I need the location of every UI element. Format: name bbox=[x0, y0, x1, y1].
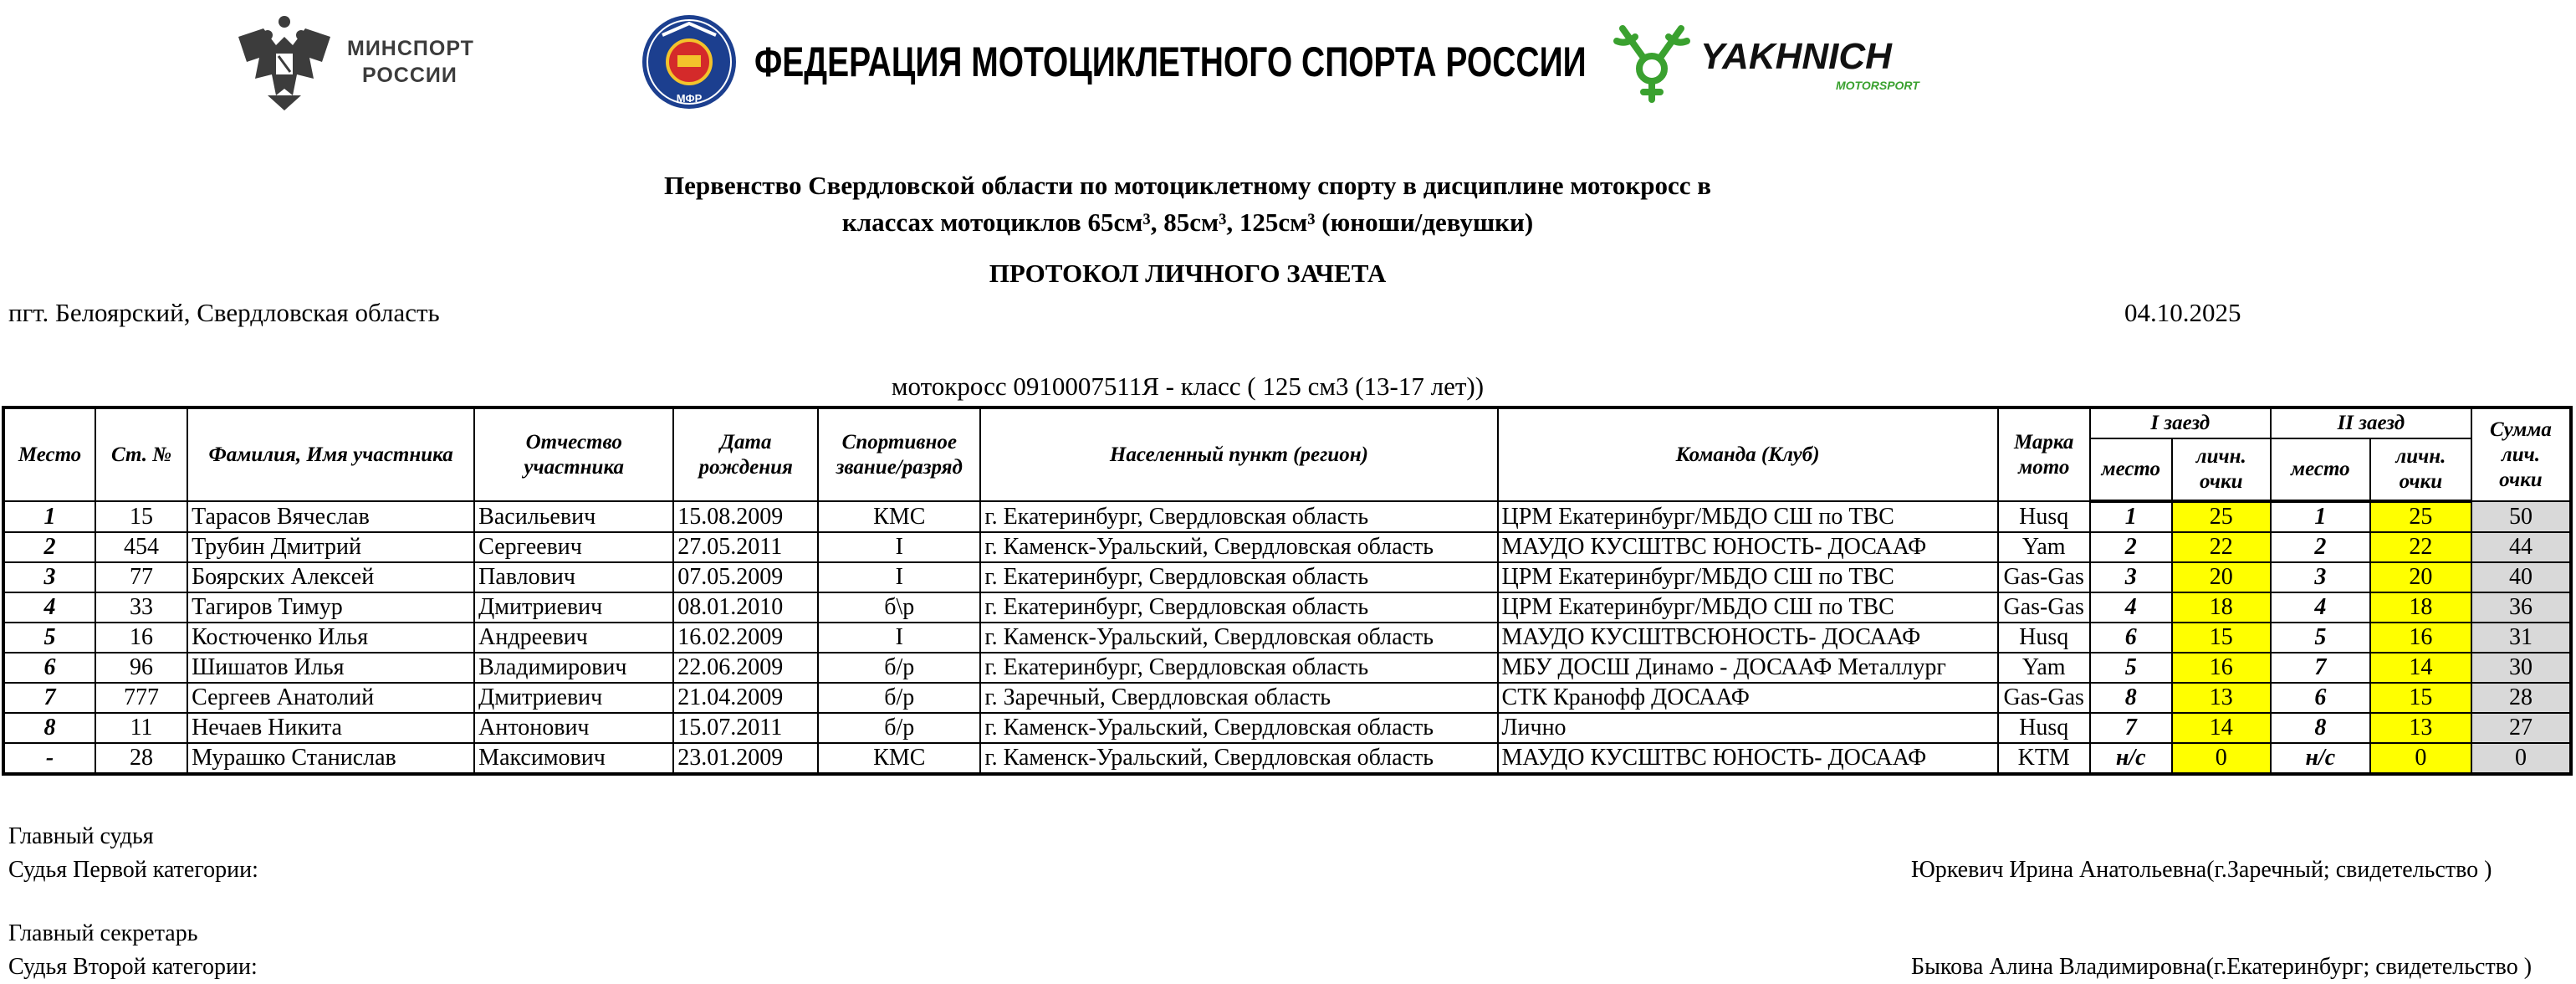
cell-race1-points: 16 bbox=[2172, 653, 2271, 683]
cell-birth-date: 07.05.2009 bbox=[673, 562, 818, 592]
cell-race2-place: 8 bbox=[2271, 713, 2370, 743]
cell-city: г. Заречный, Свердловская область bbox=[980, 683, 1497, 713]
cell-sum: 44 bbox=[2471, 532, 2571, 562]
header-rank-line2: звание/разряд bbox=[836, 455, 963, 479]
cell-place: 4 bbox=[3, 592, 95, 623]
cell-place: 2 bbox=[3, 532, 95, 562]
cell-race2-place: 7 bbox=[2271, 653, 2370, 683]
table-row bbox=[3, 713, 2571, 743]
cell-race1-points: 14 bbox=[2172, 713, 2271, 743]
yakhnich-emblem-icon bbox=[1610, 20, 1694, 104]
table-row bbox=[3, 592, 2571, 623]
cell-rank: I bbox=[818, 532, 980, 562]
cell-city: г. Каменск-Уральский, Свердловская область bbox=[980, 743, 1497, 774]
cell-place: 8 bbox=[3, 713, 95, 743]
minsport-logo bbox=[230, 12, 481, 112]
cell-rank: КМС bbox=[818, 743, 980, 774]
cell-race1-place: н/с bbox=[2090, 743, 2172, 774]
header-start-number: Ст. № bbox=[95, 407, 187, 501]
cell-patronymic: Дмитриевич bbox=[474, 683, 673, 713]
cell-race1-place: 3 bbox=[2090, 562, 2172, 592]
header-race-2: II заезд bbox=[2271, 407, 2471, 438]
cell-city: г. Екатеринбург, Свердловская область bbox=[980, 592, 1497, 623]
header-city: Населенный пункт (регион) bbox=[980, 407, 1497, 501]
cell-patronymic: Сергеевич bbox=[474, 532, 673, 562]
event-title bbox=[0, 167, 2375, 241]
cell-city: г. Екатеринбург, Свердловская область bbox=[980, 501, 1497, 532]
cell-name: Тарасов Вячеслав bbox=[187, 501, 474, 532]
cell-sum: 40 bbox=[2471, 562, 2571, 592]
cell-race2-points: 15 bbox=[2370, 683, 2471, 713]
header-race2-points-line2: очки bbox=[2399, 470, 2443, 493]
cell-moto: Gas-Gas bbox=[1998, 562, 2090, 592]
header-race1-points bbox=[2172, 438, 2271, 501]
header-moto-line2: мото bbox=[2018, 455, 2070, 479]
header-sum-line2: лич. bbox=[2501, 443, 2540, 466]
event-title-line2: классах мотоциклов 65см³, 85см³, 125см³ (юноши/девушки) bbox=[841, 208, 1534, 237]
cell-rank: I bbox=[818, 562, 980, 592]
chief-judge-label: Главный судья bbox=[8, 823, 154, 849]
cell-patronymic: Андреевич bbox=[474, 623, 673, 653]
header-rank bbox=[818, 407, 980, 501]
cell-patronymic: Максимович bbox=[474, 743, 673, 774]
cell-birth-date: 16.02.2009 bbox=[673, 623, 818, 653]
cell-place: 7 bbox=[3, 683, 95, 713]
header-birth-line1: Дата bbox=[719, 430, 772, 454]
mfr-logo bbox=[637, 12, 1587, 112]
cell-birth-date: 27.05.2011 bbox=[673, 532, 818, 562]
header-sum-line1: Сумма bbox=[2489, 418, 2552, 441]
cell-race2-place: 2 bbox=[2271, 532, 2370, 562]
cell-sum: 50 bbox=[2471, 501, 2571, 532]
header-patronymic-line1: Отчество bbox=[525, 430, 622, 454]
chief-secretary-name: Быкова Алина Владимировна(г.Екатеринбург; свидетельство ) bbox=[1911, 954, 2533, 980]
class-title: мотокросс 0910007511Я - класс ( 125 см3 (13-17 лет)) bbox=[891, 372, 1485, 401]
cell-name: Мурашко Станислав bbox=[187, 743, 474, 774]
header-race1-place: место bbox=[2090, 438, 2172, 501]
cell-start-number: 77 bbox=[95, 562, 187, 592]
cell-moto: KTM bbox=[1998, 743, 2090, 774]
cell-birth-date: 22.06.2009 bbox=[673, 653, 818, 683]
table-row bbox=[3, 501, 2571, 532]
cell-race2-points: 18 bbox=[2370, 592, 2471, 623]
header-place: Место bbox=[3, 407, 95, 501]
cell-name: Боярских Алексей bbox=[187, 562, 474, 592]
cell-city: г. Каменск-Уральский, Свердловская область bbox=[980, 532, 1497, 562]
cell-race1-place: 7 bbox=[2090, 713, 2172, 743]
event-date: 04.10.2025 bbox=[2124, 298, 2241, 327]
cell-team: МБУ ДОСШ Динамо - ДОСААФ Металлург bbox=[1498, 653, 1998, 683]
header-race2-points bbox=[2370, 438, 2471, 501]
chief-secretary-label: Главный секретарь bbox=[8, 920, 198, 946]
cell-birth-date: 23.01.2009 bbox=[673, 743, 818, 774]
cell-team: ЦРМ Екатеринбург/МБДО СШ по ТВС bbox=[1498, 501, 1998, 532]
cell-moto: Husq bbox=[1998, 623, 2090, 653]
chief-secretary-category: Судья Второй категории: bbox=[8, 954, 258, 980]
header-moto bbox=[1998, 407, 2090, 501]
cell-city: г. Екатеринбург, Свердловская область bbox=[980, 562, 1497, 592]
cell-start-number: 96 bbox=[95, 653, 187, 683]
cell-race1-points: 25 bbox=[2172, 501, 2271, 532]
header-name: Фамилия, Имя участника bbox=[187, 407, 474, 501]
cell-city: г. Каменск-Уральский, Свердловская область bbox=[980, 713, 1497, 743]
header-race1-points-line2: очки bbox=[2200, 470, 2243, 493]
cell-city: г. Екатеринбург, Свердловская область bbox=[980, 653, 1497, 683]
cell-start-number: 777 bbox=[95, 683, 187, 713]
protocol-title: ПРОТОКОЛ ЛИЧНОГО ЗАЧЕТА bbox=[989, 259, 1387, 288]
cell-moto: Yam bbox=[1998, 653, 2090, 683]
cell-race1-points: 15 bbox=[2172, 623, 2271, 653]
cell-race2-place: н/с bbox=[2271, 743, 2370, 774]
cell-start-number: 454 bbox=[95, 532, 187, 562]
cell-race1-place: 1 bbox=[2090, 501, 2172, 532]
mfr-badge-text: МФР bbox=[676, 92, 703, 105]
cell-moto: Gas-Gas bbox=[1998, 683, 2090, 713]
cell-team: Лично bbox=[1498, 713, 1998, 743]
minsport-line1: МИНСПОРТ bbox=[347, 37, 474, 60]
cell-birth-date: 15.08.2009 bbox=[673, 501, 818, 532]
cell-name: Нечаев Никита bbox=[187, 713, 474, 743]
cell-race2-place: 4 bbox=[2271, 592, 2370, 623]
cell-patronymic: Владимирович bbox=[474, 653, 673, 683]
header-race2-points-line1: личн. bbox=[2395, 445, 2446, 468]
table-row bbox=[3, 562, 2571, 592]
cell-start-number: 11 bbox=[95, 713, 187, 743]
cell-race1-points: 0 bbox=[2172, 743, 2271, 774]
results-table bbox=[2, 406, 2573, 776]
cell-rank: КМС bbox=[818, 501, 980, 532]
cell-patronymic: Антонович bbox=[474, 713, 673, 743]
header-patronymic bbox=[474, 407, 673, 501]
cell-place: 3 bbox=[3, 562, 95, 592]
federation-title: ФЕДЕРАЦИЯ МОТОЦИКЛЕТНОГО СПОРТА РОССИИ bbox=[754, 38, 1587, 85]
cell-birth-date: 08.01.2010 bbox=[673, 592, 818, 623]
header-moto-line1: Марка bbox=[2014, 430, 2074, 454]
cell-moto: Gas-Gas bbox=[1998, 592, 2090, 623]
cell-race1-points: 13 bbox=[2172, 683, 2271, 713]
table-row bbox=[3, 683, 2571, 713]
cell-race1-place: 8 bbox=[2090, 683, 2172, 713]
cell-rank: б/р bbox=[818, 653, 980, 683]
cell-name: Шишатов Илья bbox=[187, 653, 474, 683]
cell-race1-place: 4 bbox=[2090, 592, 2172, 623]
yakhnich-subtitle: MOTORSPORT bbox=[1836, 79, 1919, 92]
cell-name: Костюченко Илья bbox=[187, 623, 474, 653]
event-title-line1: Первенство Свердловской области по мотоциклетному спорту в дисциплине мотокросс в bbox=[663, 171, 1711, 200]
cell-race2-points: 14 bbox=[2370, 653, 2471, 683]
chief-judge-category: Судья Первой категории: bbox=[8, 857, 258, 883]
cell-name: Тагиров Тимур bbox=[187, 592, 474, 623]
cell-name: Трубин Дмитрий bbox=[187, 532, 474, 562]
cell-place: 5 bbox=[3, 623, 95, 653]
cell-name: Сергеев Анатолий bbox=[187, 683, 474, 713]
results-body bbox=[3, 501, 2571, 774]
cell-sum: 28 bbox=[2471, 683, 2571, 713]
cell-race1-place: 6 bbox=[2090, 623, 2172, 653]
header-team: Команда (Клуб) bbox=[1498, 407, 1998, 501]
cell-start-number: 33 bbox=[95, 592, 187, 623]
cell-patronymic: Дмитриевич bbox=[474, 592, 673, 623]
cell-race2-place: 6 bbox=[2271, 683, 2370, 713]
yakhnich-title: YAKHNICH bbox=[1700, 36, 1892, 77]
cell-patronymic: Павлович bbox=[474, 562, 673, 592]
cell-birth-date: 21.04.2009 bbox=[673, 683, 818, 713]
header-rank-line1: Спортивное bbox=[841, 430, 957, 454]
cell-race1-points: 20 bbox=[2172, 562, 2271, 592]
table-row bbox=[3, 532, 2571, 562]
cell-moto: Yam bbox=[1998, 532, 2090, 562]
yakhnich-logo bbox=[1610, 20, 1928, 104]
event-location: пгт. Белоярский, Свердловская область bbox=[8, 298, 440, 327]
cell-race1-place: 5 bbox=[2090, 653, 2172, 683]
cell-race2-place: 1 bbox=[2271, 501, 2370, 532]
cell-race2-place: 5 bbox=[2271, 623, 2370, 653]
cell-race2-points: 25 bbox=[2370, 501, 2471, 532]
mfr-emblem-icon bbox=[637, 12, 742, 112]
cell-rank: б/р bbox=[818, 713, 980, 743]
table-row bbox=[3, 653, 2571, 683]
cell-sum: 30 bbox=[2471, 653, 2571, 683]
cell-race1-points: 22 bbox=[2172, 532, 2271, 562]
cell-race2-points: 0 bbox=[2370, 743, 2471, 774]
cell-race2-place: 3 bbox=[2271, 562, 2370, 592]
cell-team: МАУДО КУСШТВСЮНОСТЬ- ДОСААФ bbox=[1498, 623, 1998, 653]
cell-team: МАУДО КУСШТВС ЮНОСТЬ- ДОСААФ bbox=[1498, 743, 1998, 774]
cell-race2-points: 20 bbox=[2370, 562, 2471, 592]
header-race-1: I заезд bbox=[2090, 407, 2271, 438]
cell-sum: 31 bbox=[2471, 623, 2571, 653]
cell-rank: б\р bbox=[818, 592, 980, 623]
table-row bbox=[3, 743, 2571, 774]
cell-city: г. Каменск-Уральский, Свердловская область bbox=[980, 623, 1497, 653]
cell-team: СТК Кранофф ДОСААФ bbox=[1498, 683, 1998, 713]
header-patronymic-line2: участника bbox=[524, 455, 624, 479]
header-race2-place: место bbox=[2271, 438, 2370, 501]
header-birth-date bbox=[673, 407, 818, 501]
header-sum-line3: очки bbox=[2499, 468, 2543, 491]
header-race1-points-line1: личн. bbox=[2195, 445, 2246, 468]
cell-start-number: 16 bbox=[95, 623, 187, 653]
cell-rank: I bbox=[818, 623, 980, 653]
cell-place: 6 bbox=[3, 653, 95, 683]
header-birth-line2: рождения bbox=[698, 455, 793, 479]
cell-race2-points: 16 bbox=[2370, 623, 2471, 653]
cell-team: ЦРМ Екатеринбург/МБДО СШ по ТВС bbox=[1498, 592, 1998, 623]
cell-race2-points: 22 bbox=[2370, 532, 2471, 562]
cell-race1-place: 2 bbox=[2090, 532, 2172, 562]
cell-patronymic: Васильевич bbox=[474, 501, 673, 532]
cell-race1-points: 18 bbox=[2172, 592, 2271, 623]
cell-team: ЦРМ Екатеринбург/МБДО СШ по ТВС bbox=[1498, 562, 1998, 592]
cell-rank: б/р bbox=[818, 683, 980, 713]
cell-moto: Husq bbox=[1998, 501, 2090, 532]
cell-birth-date: 15.07.2011 bbox=[673, 713, 818, 743]
chief-judge-name: Юркевич Ирина Анатольевна(г.Заречный; свидетельство ) bbox=[1911, 857, 2492, 883]
double-headed-eagle-icon bbox=[230, 12, 339, 112]
header-sum bbox=[2471, 407, 2571, 501]
minsport-line2: РОССИИ bbox=[362, 64, 457, 87]
cell-moto: Husq bbox=[1998, 713, 2090, 743]
cell-start-number: 28 bbox=[95, 743, 187, 774]
cell-place: - bbox=[3, 743, 95, 774]
cell-race2-points: 13 bbox=[2370, 713, 2471, 743]
cell-place: 1 bbox=[3, 501, 95, 532]
cell-sum: 36 bbox=[2471, 592, 2571, 623]
cell-sum: 27 bbox=[2471, 713, 2571, 743]
cell-team: МАУДО КУСШТВС ЮНОСТЬ- ДОСААФ bbox=[1498, 532, 1998, 562]
table-row bbox=[3, 623, 2571, 653]
cell-sum: 0 bbox=[2471, 743, 2571, 774]
cell-start-number: 15 bbox=[95, 501, 187, 532]
